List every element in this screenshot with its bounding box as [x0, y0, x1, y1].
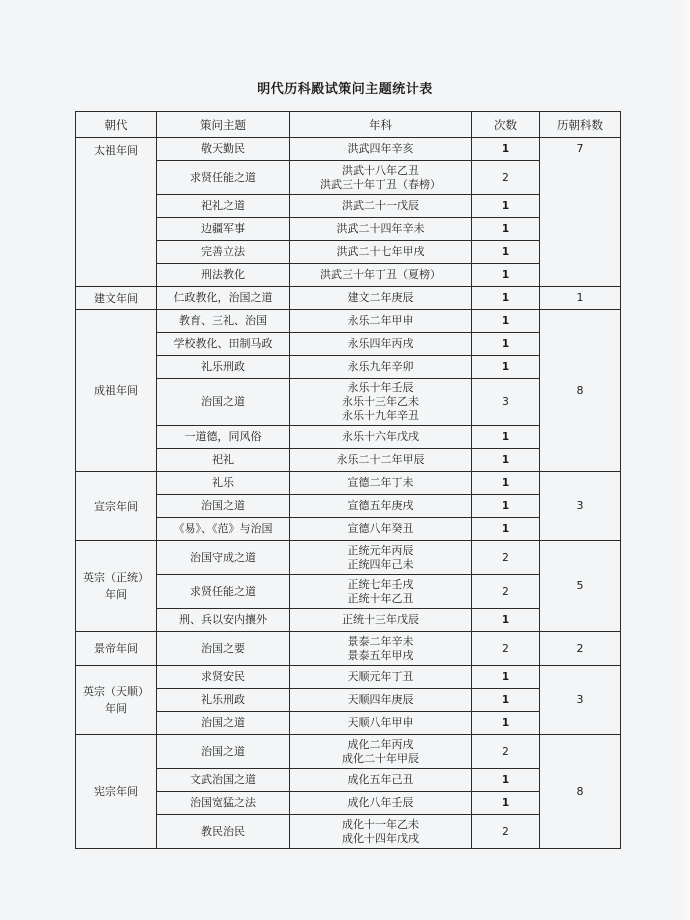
exam-year-label: 正统元年丙辰: [347, 543, 414, 557]
topic-cell: 敬天勤民: [157, 138, 290, 161]
exam-year-label: 成化十四年戊戌: [342, 831, 419, 845]
dynasty-cell: [76, 666, 157, 735]
count-cell: 1: [472, 449, 540, 472]
table-row: [76, 472, 621, 495]
count-cell: 1: [472, 218, 540, 241]
exam-year-label: 正统四年己未: [347, 557, 414, 571]
count-cell: 2: [472, 541, 540, 575]
exam-year-label: 成化二年丙戌: [347, 737, 414, 751]
topic-cell: 求贤安民: [157, 666, 290, 689]
table-row: [76, 632, 621, 666]
topic-cell: 求贤任能之道: [157, 575, 290, 609]
exam-year-label: 天顺八年甲申: [347, 716, 414, 729]
exam-year-label: 永乐二年甲申: [347, 314, 414, 327]
exam-year-cell: [290, 541, 472, 575]
exam-year-cell: [290, 161, 472, 195]
exam-year-cell: [290, 356, 472, 379]
exam-year-label: 洪武四年辛亥: [347, 142, 414, 155]
exam-year-label: 洪武十八年乙丑: [342, 163, 419, 177]
exam-year-cell: [290, 333, 472, 356]
count-cell: 1: [472, 609, 540, 632]
total-exams-cell: 2: [540, 632, 621, 666]
header-exam-year: 年科: [290, 112, 472, 138]
total-exams-cell: 8: [540, 310, 621, 472]
count-cell: 1: [472, 310, 540, 333]
count-cell: 1: [472, 472, 540, 495]
exam-year-label: 永乐十年壬辰: [347, 381, 414, 394]
header-count: 次数: [472, 112, 540, 138]
exam-year-cell: [290, 195, 472, 218]
header-row: [76, 112, 621, 138]
topic-cell: 一道德，同风俗: [157, 426, 290, 449]
dynasty-cell: [76, 287, 157, 310]
exam-year-label: 宣德八年癸丑: [347, 522, 414, 535]
count-cell: 1: [472, 264, 540, 287]
header-topic: 策问主题: [157, 112, 290, 138]
table-row: [76, 609, 621, 632]
exam-year-label: 宣德二年丁未: [347, 476, 414, 489]
exam-year-label: 成化二十年甲辰: [342, 751, 419, 765]
table-row: [76, 666, 621, 689]
table-row: [76, 218, 621, 241]
count-cell: 1: [472, 333, 540, 356]
topic-cell: 刑、兵以安内攘外: [157, 609, 290, 632]
table-row: [76, 541, 621, 575]
exam-year-cell: [290, 689, 472, 712]
exam-year-label: 洪武二十七年甲戌: [336, 245, 425, 258]
dynasty-label: 宣宗年间: [94, 499, 138, 513]
exam-year-cell: [290, 632, 472, 666]
table-row: [76, 792, 621, 815]
table-row: [76, 356, 621, 379]
exam-year-cell: [290, 310, 472, 333]
exam-year-cell: [290, 287, 472, 310]
dynasty-label: 宪宗年间: [94, 785, 138, 798]
dynasty-cell: [76, 541, 157, 632]
exam-year-label: 建文二年庚辰: [347, 291, 414, 304]
count-cell: 1: [472, 138, 540, 161]
count-cell: 1: [472, 518, 540, 541]
exam-year-label: 成化十一年乙未: [342, 817, 419, 831]
exam-year-cell: [290, 815, 472, 849]
count-cell: 1: [472, 689, 540, 712]
count-cell: 2: [472, 161, 540, 195]
exam-year-cell: [290, 218, 472, 241]
count-cell: 1: [472, 356, 540, 379]
dynasty-cell: [76, 472, 157, 541]
exam-year-cell: [290, 575, 472, 609]
topic-cell: 治国之道: [157, 495, 290, 518]
topic-cell: 求贤任能之道: [157, 161, 290, 195]
exam-year-cell: [290, 138, 472, 161]
total-exams-cell: 8: [540, 735, 621, 849]
exam-year-label: 永乐十六年戊戌: [342, 430, 419, 443]
topic-cell: 治国之道: [157, 379, 290, 426]
exam-year-cell: [290, 609, 472, 632]
policy-question-statistics-table: [75, 111, 621, 849]
topic-cell: 刑法教化: [157, 264, 290, 287]
dynasty-cell: [76, 138, 157, 287]
table-row: [76, 712, 621, 735]
total-exams-cell: 3: [540, 666, 621, 735]
exam-year-label: 永乐十三年乙未: [342, 395, 419, 408]
header-dynasty: 朝代: [76, 112, 157, 138]
exam-year-label: 永乐十九年辛丑: [342, 409, 419, 422]
exam-year-cell: [290, 712, 472, 735]
topic-cell: 祀礼之道: [157, 195, 290, 218]
topic-cell: 治国之道: [157, 735, 290, 769]
table-row: [76, 689, 621, 712]
table-title: 明代历科殿试策问主题统计表: [257, 82, 433, 97]
exam-year-label: 洪武三十年丁丑（夏榜）: [320, 268, 441, 281]
topic-cell: 礼乐刑政: [157, 356, 290, 379]
count-cell: 2: [472, 632, 540, 666]
exam-year-cell: [290, 241, 472, 264]
topic-cell: 文武治国之道: [157, 769, 290, 792]
exam-year-label: 正统十三年戊辰: [342, 613, 419, 626]
table-row: [76, 379, 621, 426]
exam-year-label: 永乐四年丙戌: [347, 337, 414, 350]
count-cell: 1: [472, 666, 540, 689]
exam-year-label: 成化八年壬辰: [347, 796, 414, 809]
exam-year-label: 洪武二十一戊辰: [342, 199, 419, 212]
count-cell: 1: [472, 769, 540, 792]
topic-cell: 教民治民: [157, 815, 290, 849]
table-row: [76, 426, 621, 449]
exam-year-label: 正统七年壬戌: [347, 577, 414, 591]
topic-cell: 学校教化、田制马政: [157, 333, 290, 356]
dynasty-label: 英宗（天顺）: [83, 685, 149, 698]
dynasty-label: 成祖年间: [94, 384, 138, 397]
dynasty-label: 景帝年间: [94, 642, 138, 655]
table-row: [76, 735, 621, 769]
count-cell: 2: [472, 735, 540, 769]
dynasty-cell: [76, 310, 157, 472]
count-cell: 1: [472, 792, 540, 815]
count-cell: 1: [472, 195, 540, 218]
topic-cell: 《易》、《范》与治国: [157, 518, 290, 541]
exam-year-cell: [290, 735, 472, 769]
table-row: [76, 769, 621, 792]
dynasty-label: 建文年间: [94, 291, 138, 305]
photo-edge-shade: [682, 0, 690, 920]
topic-cell: 治国宽猛之法: [157, 792, 290, 815]
count-cell: 1: [472, 495, 540, 518]
table-row: [76, 518, 621, 541]
exam-year-label: 天顺元年丁丑: [347, 670, 414, 683]
table-row: [76, 449, 621, 472]
exam-year-label: 景泰二年辛未: [347, 634, 414, 648]
dynasty-cell: [76, 632, 157, 666]
total-exams-cell: 7: [540, 138, 621, 287]
exam-year-label: 洪武二十四年辛未: [336, 222, 425, 235]
topic-cell: 治国之道: [157, 712, 290, 735]
table-row: [76, 287, 621, 310]
header-total-exams: 历朝科数: [540, 112, 621, 138]
exam-year-cell: [290, 769, 472, 792]
table-row: [76, 333, 621, 356]
dynasty-label: 年间: [105, 588, 127, 601]
dynasty-label: 年间: [105, 702, 127, 715]
total-exams-cell: 5: [540, 541, 621, 632]
exam-year-label: 成化五年己丑: [347, 773, 414, 786]
total-exams-cell: 1: [540, 287, 621, 310]
exam-year-cell: [290, 379, 472, 426]
topic-cell: 礼乐刑政: [157, 689, 290, 712]
topic-cell: 祀礼: [157, 449, 290, 472]
topic-cell: 治国之要: [157, 632, 290, 666]
count-cell: 2: [472, 815, 540, 849]
topic-cell: 完善立法: [157, 241, 290, 264]
count-cell: 1: [472, 712, 540, 735]
exam-year-label: 永乐九年辛卯: [347, 360, 414, 373]
dynasty-label: 英宗（正统）: [83, 571, 149, 584]
table-row: [76, 161, 621, 195]
count-cell: 2: [472, 575, 540, 609]
exam-year-cell: [290, 426, 472, 449]
table-row: [76, 495, 621, 518]
topic-cell: 边疆军事: [157, 218, 290, 241]
count-cell: 1: [472, 426, 540, 449]
dynasty-cell: [76, 735, 157, 849]
table-row: [76, 138, 621, 161]
exam-year-cell: [290, 449, 472, 472]
total-exams-cell: 3: [540, 472, 621, 541]
exam-year-cell: [290, 518, 472, 541]
topic-cell: 治国守成之道: [157, 541, 290, 575]
topic-cell: 礼乐: [157, 472, 290, 495]
table-row: [76, 310, 621, 333]
table-row: [76, 241, 621, 264]
exam-year-cell: [290, 792, 472, 815]
exam-year-label: 洪武三十年丁丑（春榜）: [320, 177, 441, 191]
exam-year-label: 宣德五年庚戌: [347, 499, 414, 512]
exam-year-cell: [290, 472, 472, 495]
exam-year-cell: [290, 495, 472, 518]
count-cell: 1: [472, 241, 540, 264]
table-row: [76, 575, 621, 609]
table-row: [76, 815, 621, 849]
exam-year-label: 正统十年乙丑: [347, 591, 414, 605]
exam-year-label: 天顺四年庚辰: [347, 693, 414, 706]
topic-cell: 仁政教化，治国之道: [157, 287, 290, 310]
exam-year-label: 永乐二十二年甲辰: [336, 453, 425, 466]
exam-year-cell: [290, 264, 472, 287]
count-cell: 1: [472, 287, 540, 310]
topic-cell: 教育、三礼、治国: [157, 310, 290, 333]
exam-year-label: 景泰五年甲戌: [347, 648, 414, 662]
table-row: [76, 195, 621, 218]
dynasty-label: 太祖年间: [94, 144, 138, 157]
table-row: [76, 264, 621, 287]
exam-year-cell: [290, 666, 472, 689]
count-cell: 3: [472, 379, 540, 426]
